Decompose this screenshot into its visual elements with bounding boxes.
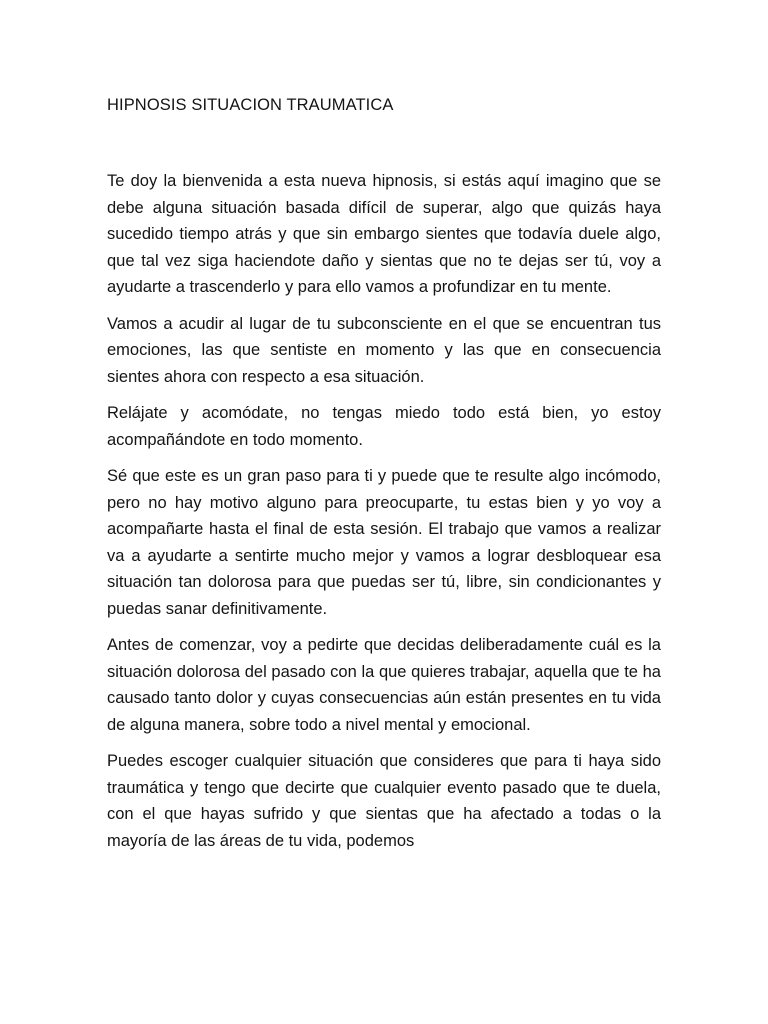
paragraph: Sé que este es un gran paso para ti y puede que te resulte algo incómodo, pero no hay motivo alguno para preocuparte, tu estas bien y yo voy a acompañarte hasta el final de esta sesión. El trabajo que vamos a realizar va a ayudarte a sentirte mucho mejor y vamos a lograr desbloquear esa situación tan dolorosa para que puedas ser tú, libre, sin condicionantes y puedas sanar definitivamente. xyxy=(107,467,661,618)
document-title: HIPNOSIS SITUACION TRAUMATICA xyxy=(107,96,394,114)
paragraph: Antes de comenzar, voy a pedirte que decidas deliberadamente cuál es la situación dolorosa del pasado con la que quieres trabajar, aquella que te ha causado tanto dolor y cuyas consecuencias aún están presentes en tu vida de alguna manera, sobre todo a nivel mental y emocional. xyxy=(107,636,661,734)
paragraph: Vamos a acudir al lugar de tu subconsciente en el que se encuentran tus emociones, las que sentiste en momento y las que en consecuencia sientes ahora con respecto a esa situación. xyxy=(107,314,661,386)
paragraph: Puedes escoger cualquier situación que consideres que para ti haya sido traumática y tengo que decirte que cualquier evento pasado que te duela, con el que hayas sufrido y que sientas que ha afectado a todas o la mayoría de las áreas de tu vida, podemos xyxy=(107,752,661,850)
paragraph: Te doy la bienvenida a esta nueva hipnosis, si estás aquí imagino que se debe alguna situación basada difícil de superar, algo que quizás haya sucedido tiempo atrás y que sin embargo sientes que todavía duele algo, que tal vez siga haciendote daño y sientas que no te dejas ser tú, voy a ayudarte a trascenderlo y para ello vamos a profundizar en tu mente. xyxy=(107,172,661,296)
paragraph: Relájate y acomódate, no tengas miedo todo está bien, yo estoy acompañándote en todo momento. xyxy=(107,404,661,449)
document-body xyxy=(107,168,661,864)
